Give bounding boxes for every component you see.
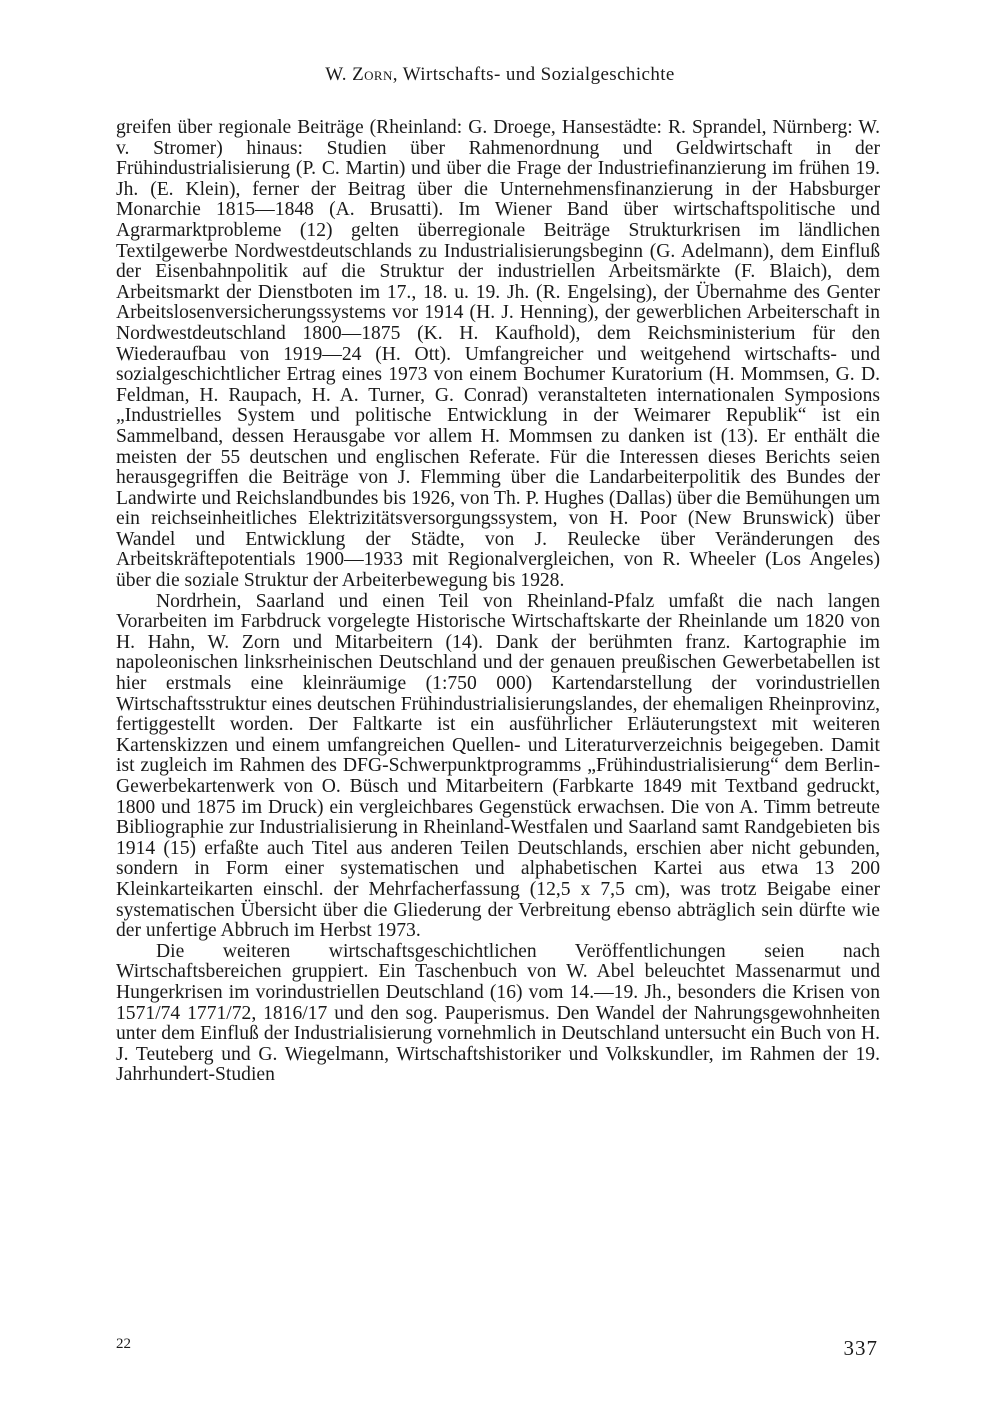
paragraph: Nordrhein, Saarland und einen Teil von Rheinland-Pfalz umfaßt die nach langen Vorarbeiten im Farbdruck vorgelegte Historische Wirtschaftskarte der Rheinlande um 1820 von H. Hahn, W. Zorn und Mitarbeitern (14). Dank der berühmten franz. Kartographie im napoleonischen linksrheinischen Deutschland und der genauen preußischen Gewerbetabellen ist hier erstmals eine kleinräumige (1:750 000) Kartendarstellung der vorindustriellen Wirtschaftsstruktur eines deutschen Frühindustrialisierungslandes, der ehemaligen Rheinprovinz, fertiggestellt worden. Der Faltkarte ist ein ausführlicher Erläuterungstext mit weiteren Kartenskizzen und einem umfangreichen Quellen- und Literaturverzeichnis beigegeben. Damit ist zugleich im Rahmen des DFG-Schwerpunktprogramms „Frühindustrialisierung“ dem Berlin-Gewerbekartenwerk von O. Büsch und Mitarbeitern (Farbkarte 1849 mit Textband gedruckt, 1800 und 1875 im Druck) ein vergleichbares Gegenstück erwachsen. Die von A. Timm betreute Bibliographie zur Industrialisierung in Rheinland-Westfalen und Saarland samt Randgebieten bis 1914 (15) erfaßte auch Titel aus anderen Teilen Deutschlands, erschien aber nicht gebunden, sondern in Form einer systematischen und alphabetischen Kartei aus etwa 13 200 Kleinkarteikarten einschl. der Mehrfacherfassung (12,5 x 7,5 cm), was trotz Beigabe einer systematischen Übersicht über die Gliederung der Verbreitung ebenso abträglich sein dürfte wie der unfertige Abbruch im Herbst 1973.	[116, 590, 880, 942]
header-title: Wirtschafts- und Sozialgeschichte	[402, 64, 675, 85]
running-head	[0, 64, 1000, 86]
body-text	[116, 118, 880, 1086]
printer-signature: 22	[116, 1336, 131, 1352]
header-author: W. Zorn	[325, 64, 393, 85]
paragraph: Die weiteren wirtschaftsgeschichtlichen Veröffentlichungen seien nach Wirtschaftsbereichen gruppiert. Ein Taschenbuch von W. Abel beleuchtet Massenarmut und Hungerkrisen im vorindustriellen Deutschland (16) vom 14.—19. Jh., besonders die Krisen von 1571/74 1771/72, 1816/17 und den sog. Pauperismus. Den Wandel der Nahrungsgewohnheiten unter dem Einfluß der Industrialisierung vornehmlich in Deutschland untersucht ein Buch von H. J. Teuteberg und G. Wiegelmann, Wirtschaftshistoriker und Volkskundler, im Rahmen der 19. Jahrhundert-Studien	[116, 940, 880, 1086]
page-number: 337	[843, 1336, 878, 1360]
header-separator: ,	[392, 64, 398, 85]
paragraph: greifen über regionale Beiträge (Rheinland: G. Droege, Hansestädte: R. Sprandel, Nürnberg: W. v. Stromer) hinaus: Studien über Rahmenordnung und Geldwirtschaft in der Frühindustrialisierung (P. C. Martin) und über die Frage der Industriefinanzierung im frühen 19. Jh. (E. Klein), ferner der Beitrag über die Unternehmensfinanzierung in der Habsburger Monarchie 1815—1848 (A. Brusatti). Im Wiener Band über wirtschaftspolitische und Agrarmarktprobleme (12) gelten überregionale Beiträge Strukturkrisen im ländlichen Textilgewerbe Nordwestdeutschlands zu Industrialisierungsbeginn (G. Adelmann), dem Einfluß der Eisenbahnpolitik auf die Struktur der industriellen Arbeitsmärkte (F. Blaich), dem Arbeitsmarkt der Dienstboten im 17., 18. u. 19. Jh. (R. Engelsing), der Übernahme des Genter Arbeitslosenversicherungssystems vor 1914 (H. J. Henning), der gewerblichen Arbeiterschaft in Nordwestdeutschland 1800—1875 (K. H. Kaufhold), dem Reichsministerium für den Wiederaufbau von 1919—24 (H. Ott). Umfangreicher und weitgehend wirtschafts- und sozialgeschichtlicher Ertrag eines 1973 von einem Bochumer Kuratorium (H. Mommsen, G. D. Feldman, H. Raupach, H. A. Turner, G. Conrad) veranstalteten internationalen Symposions „Industrielles System und politische Entwicklung in der Weimarer Republik“ ist ein Sammelband, dessen Herausgabe vor allem H. Mommsen zu danken ist (13). Er enthält die meisten der 55 deutschen und englischen Referate. Für die Interessen dieses Berichts seien herausgegriffen die Beiträge von J. Flemming über die Landarbeiterpolitik des Bundes der Landwirte und Reichslandbundes bis 1926, von Th. P. Hughes (Dallas) über die Bemühungen um ein reichseinheitliches Elektrizitätsversorgungssystem, von H. Poor (New Brunswick) über Wandel und Entwicklung der Städte, von J. Reulecke über Veränderungen des Arbeitskräftepotentials 1900—1933 mit Regionalvergleichen, von R. Wheeler (Los Angeles) über die soziale Struktur der Arbeiterbewegung bis 1928.	[116, 117, 880, 592]
